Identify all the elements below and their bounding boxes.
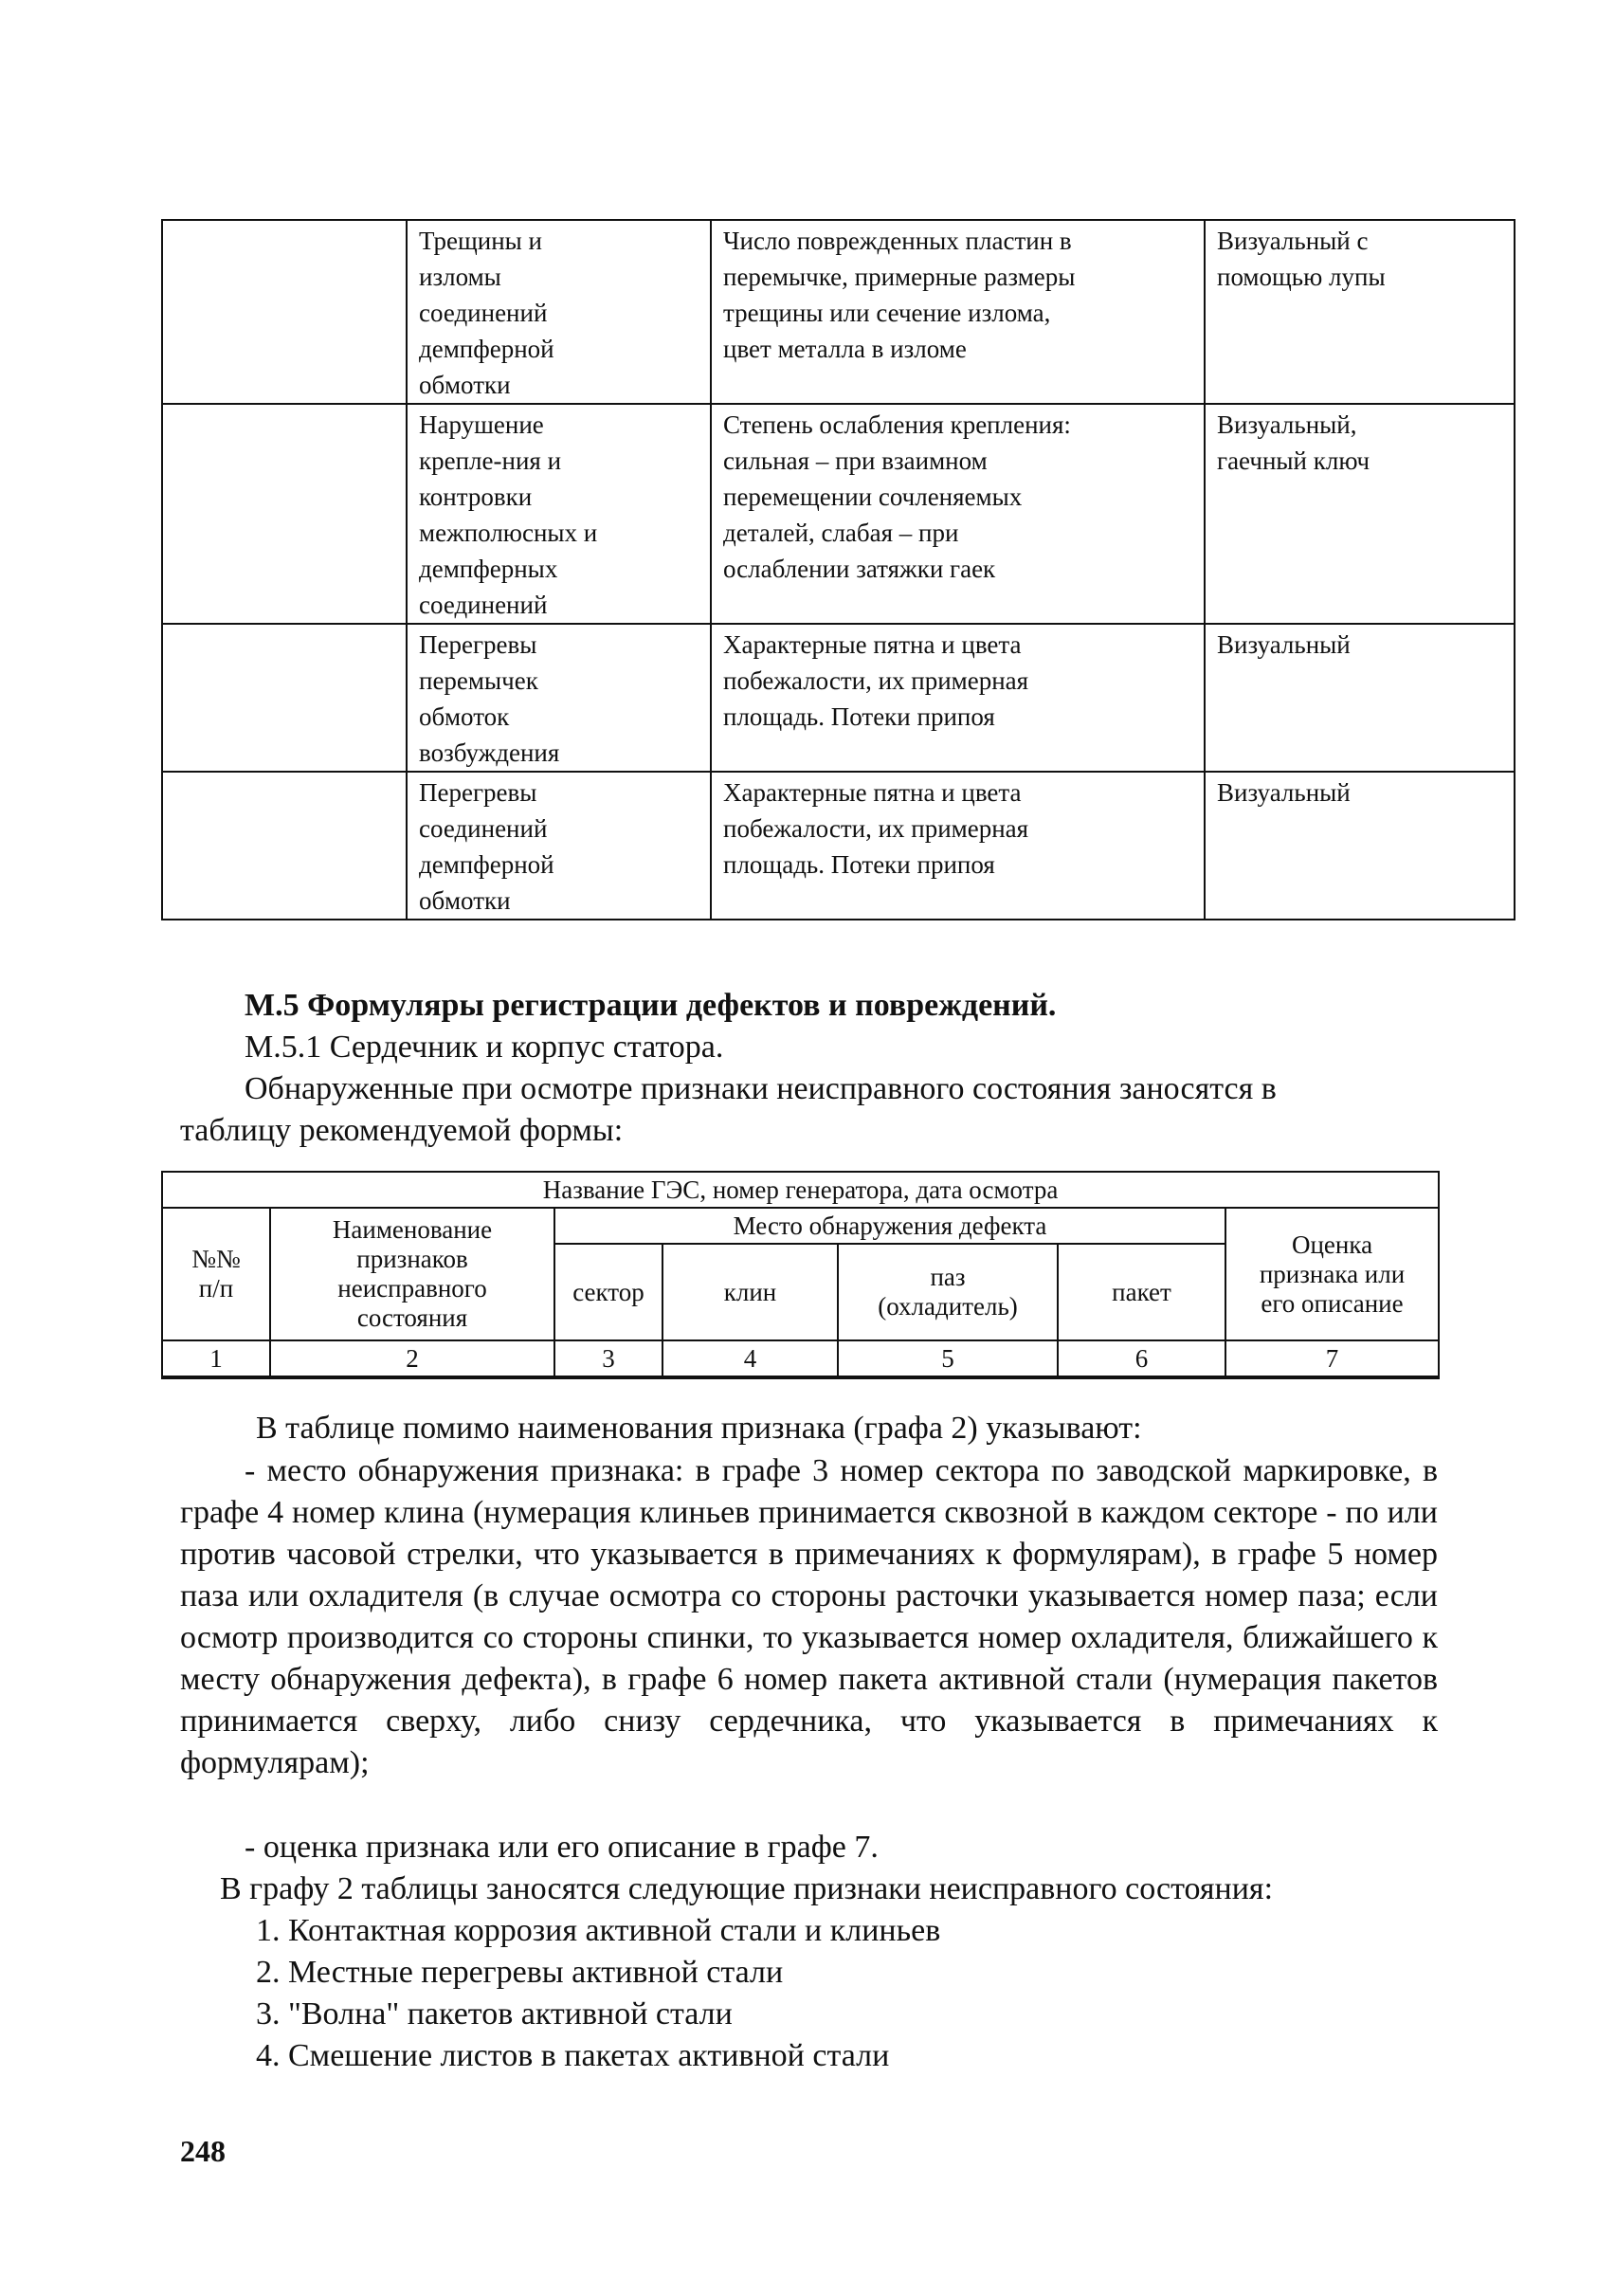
column-number-cell: 2	[270, 1340, 554, 1377]
parameters-cell: Характерные пятна и цвета побежалости, их примерная площадь. Потеки припоя	[711, 624, 1205, 772]
parameters-cell: Число поврежденных пластин в перемычке, примерные размеры трещины или сечение излома, цвет металла в изломе	[711, 220, 1205, 404]
column-number-cell: 6	[1058, 1340, 1225, 1377]
name-header: Наименование признаков неисправного состояния	[270, 1208, 554, 1340]
parameters-cell: Степень ослабления крепления: сильная – при взаимном перемещении сочленяемых деталей, слабая – при ослаблении затяжки гаек	[711, 404, 1205, 624]
table-row	[162, 1172, 1439, 1208]
body-paragraph: - оценка признака или его описание в графе 7.	[245, 1830, 879, 1865]
list-item: 2. Местные перегревы активной стали	[256, 1955, 784, 1990]
number-header: №№ п/п	[162, 1208, 270, 1340]
intro-text: Обнаруженные при осмотре признаки неисправного состояния заносятся в	[245, 1071, 1277, 1106]
empty-cell	[162, 404, 407, 624]
column-number-cell: 5	[838, 1340, 1058, 1377]
table-row	[162, 1340, 1439, 1377]
column-number-cell: 3	[554, 1340, 662, 1377]
wedge-header: клин	[662, 1244, 838, 1340]
sign-cell: Перегревы перемычек обмоток возбуждения	[407, 624, 711, 772]
column-number-cell: 4	[662, 1340, 838, 1377]
column-number-cell: 1	[162, 1340, 270, 1377]
sector-header: сектор	[554, 1244, 662, 1340]
slot-header: паз (охладитель)	[838, 1244, 1058, 1340]
body-paragraph: - место обнаружения признака: в графе 3 номер сектора по заводской маркировке, в графе 4 номер клина (нумерация клиньев принимается сквозной в каждом секторе - по или против часовой стрелки, что указывается в примечаниях к формулярам), в графе 5 номер паза или охладителя (в случае осмотра со стороны расточки указывается номер паза; если осмотр производится со стороны спинки, то указывается номер охладителя, ближайшего к месту обнаружения дефекта), в графе 6 номер пакета активной стали (нумерация пакетов принимается сверху, либо снизу сердечника, что указывается в примечаниях к формулярам);	[180, 1453, 1438, 1780]
form-title-cell: Название ГЭС, номер генератора, дата осмотра	[162, 1172, 1439, 1208]
assessment-header: Оценка признака или его описание	[1225, 1208, 1439, 1340]
body-paragraph: В таблице помимо наименования признака (графа 2) указывают:	[256, 1411, 1142, 1446]
subsection-heading: М.5.1 Сердечник и корпус статора.	[245, 1030, 724, 1065]
column-number-cell: 7	[1225, 1340, 1439, 1377]
empty-cell	[162, 772, 407, 920]
table-row	[162, 404, 1515, 624]
page-number: 248	[180, 2134, 226, 2168]
parameters-cell: Характерные пятна и цвета побежалости, их примерная площадь. Потеки припоя	[711, 772, 1205, 920]
sign-cell: Перегревы соединений демпферной обмотки	[407, 772, 711, 920]
empty-cell	[162, 220, 407, 404]
sign-cell: Нарушение крепле-ния и контровки межполюсных и демпферных соединений	[407, 404, 711, 624]
empty-cell	[162, 624, 407, 772]
method-cell: Визуальный	[1205, 624, 1515, 772]
method-cell: Визуальный	[1205, 772, 1515, 920]
defects-table	[161, 219, 1515, 920]
body-paragraph: В графу 2 таблицы заносятся следующие признаки неисправного состояния:	[220, 1871, 1274, 1906]
intro-text: таблицу рекомендуемой формы:	[180, 1113, 624, 1148]
method-cell: Визуальный, гаечный ключ	[1205, 404, 1515, 624]
list-item: 1. Контактная коррозия активной стали и клиньев	[256, 1913, 941, 1948]
package-header: пакет	[1058, 1244, 1225, 1340]
list-item: 3. "Волна" пакетов активной стали	[256, 1996, 733, 2032]
location-group-header: Место обнаружения дефекта	[554, 1208, 1225, 1244]
table-row	[162, 624, 1515, 772]
list-item: 4. Смешение листов в пакетах активной стали	[256, 2038, 890, 2073]
method-cell: Визуальный с помощью лупы	[1205, 220, 1515, 404]
table-row	[162, 220, 1515, 404]
recommended-form-table	[161, 1171, 1440, 1379]
sign-cell: Трещины и изломы соединений демпферной обмотки	[407, 220, 711, 404]
table-row	[162, 1208, 1439, 1244]
table-row	[162, 772, 1515, 920]
section-heading: М.5 Формуляры регистрации дефектов и повреждений.	[245, 988, 1057, 1023]
